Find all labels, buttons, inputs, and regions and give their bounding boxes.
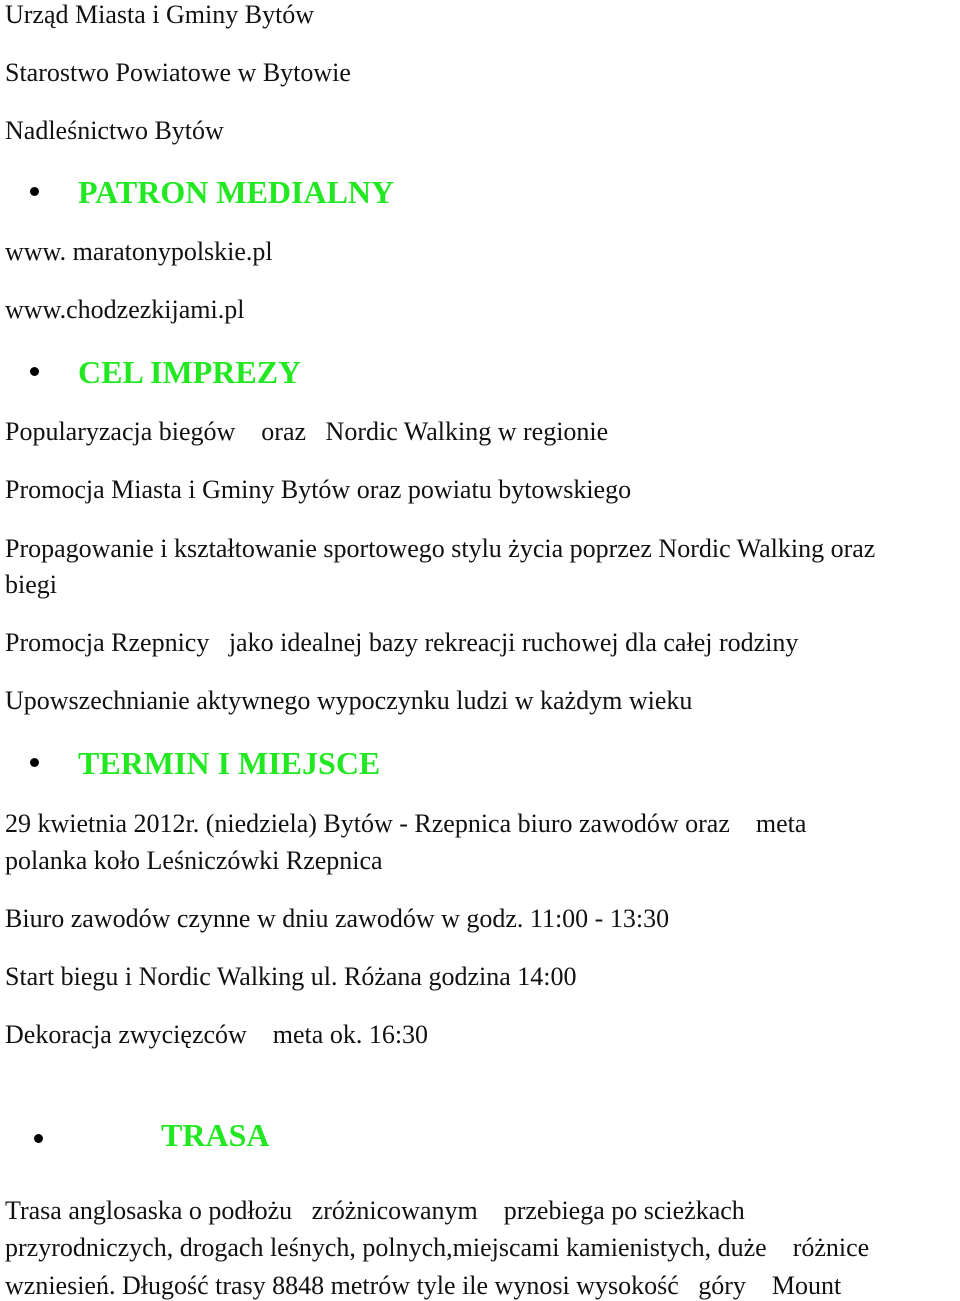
- section-heading-schedule: TERMIN I MIEJSCE: [78, 745, 381, 781]
- link-maratonypolskie[interactable]: www. maratonypolskie.pl: [5, 237, 273, 266]
- section-heading-route: TRASA: [161, 1117, 270, 1153]
- section-heading-patron: PATRON MEDIALNY: [78, 174, 395, 210]
- schedule-line: Dekoracja zwycięzców meta ok. 16:30: [5, 1020, 429, 1049]
- goal-item: Popularyzacja biegów oraz Nordic Walking w regionie: [5, 417, 609, 446]
- goal-item: Promocja Miasta i Gminy Bytów oraz powiatu bytowskiego: [5, 475, 632, 504]
- goal-item-continuation: biegi: [5, 570, 57, 599]
- link-chodzezkijami[interactable]: www.chodzezkijami.pl: [5, 295, 245, 324]
- route-line: Trasa anglosaska o podłożu zróżnicowanym przebiega po scieżkach: [5, 1196, 745, 1225]
- section-heading-goal: CEL IMPREZY: [78, 354, 302, 390]
- goal-item: Propagowanie i kształtowanie sportowego stylu życia poprzez Nordic Walking oraz: [5, 534, 876, 563]
- bullet-icon: [30, 758, 39, 767]
- organizer-line: Starostwo Powiatowe w Bytowie: [5, 58, 351, 87]
- route-line: przyrodniczych, drogach leśnych, polnych,miejscami kamienistych, duże różnice: [5, 1233, 870, 1262]
- organizer-line: Nadleśnictwo Bytów: [5, 116, 224, 145]
- goal-item: Promocja Rzepnicy jako idealnej bazy rekreacji ruchowej dla całej rodziny: [5, 628, 799, 657]
- route-line: wzniesień. Długość trasy 8848 metrów tyle ile wynosi wysokość góry Mount: [5, 1271, 842, 1300]
- schedule-line: polanka koło Leśniczówki Rzepnica: [5, 846, 383, 875]
- schedule-line: Start biegu i Nordic Walking ul. Różana godzina 14:00: [5, 962, 577, 991]
- goal-item: Upowszechnianie aktywnego wypoczynku ludzi w każdym wieku: [5, 686, 693, 715]
- bullet-icon: [34, 1134, 43, 1143]
- organizer-line: Urząd Miasta i Gminy Bytów: [5, 0, 315, 29]
- schedule-line: 29 kwietnia 2012r. (niedziela) Bytów - Rzepnica biuro zawodów oraz meta: [5, 809, 807, 838]
- bullet-icon: [30, 367, 39, 376]
- bullet-icon: [30, 187, 39, 196]
- schedule-line: Biuro zawodów czynne w dniu zawodów w godz. 11:00 - 13:30: [5, 904, 670, 933]
